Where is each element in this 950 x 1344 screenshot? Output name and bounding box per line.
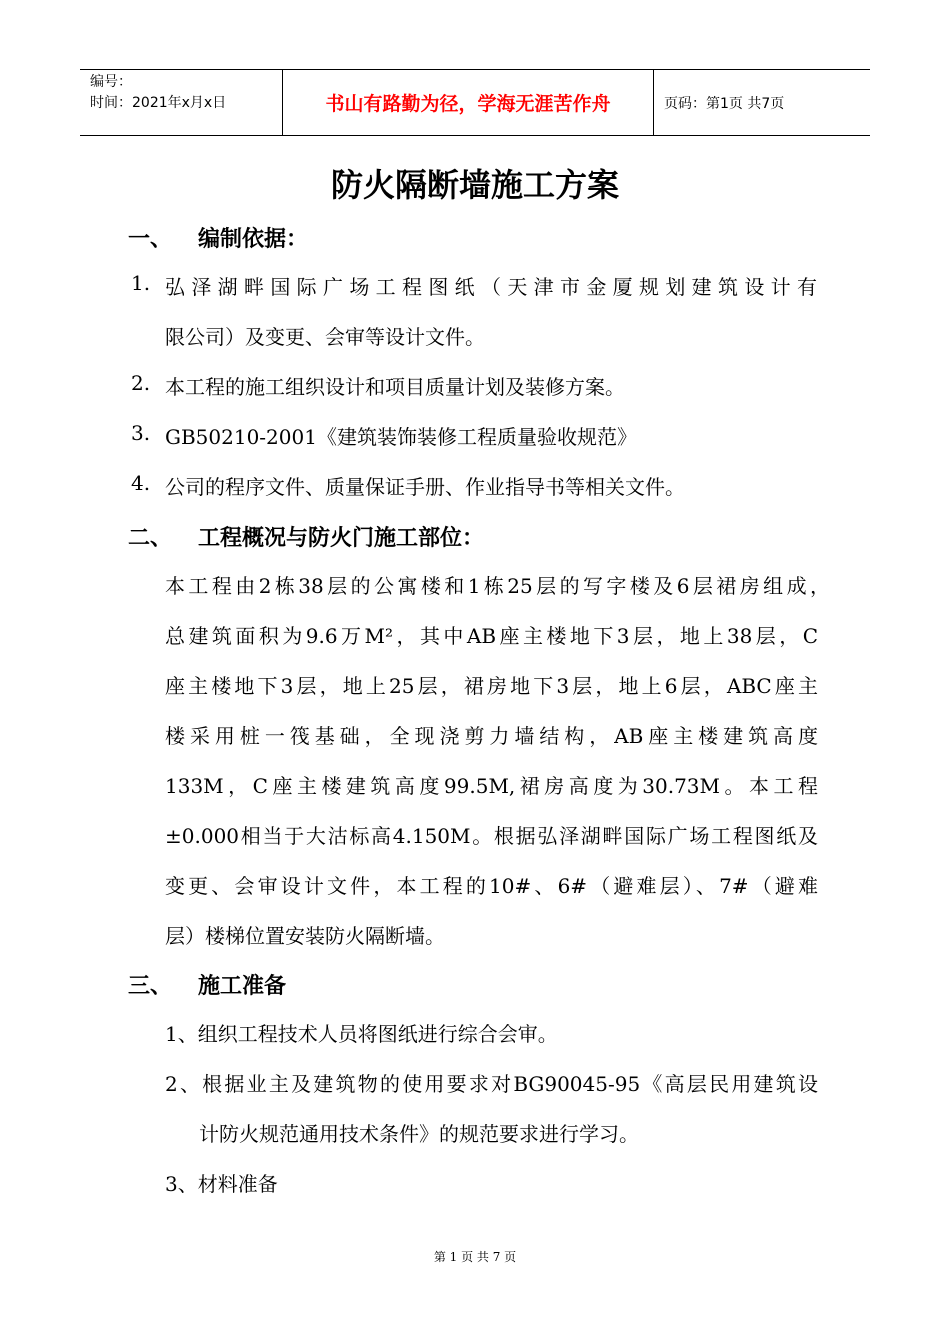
list-item-text: 3、材料准备 [165, 1172, 278, 1196]
section-heading-3 [128, 969, 286, 1000]
list-item-text: 2、根据业主及建筑物的使用要求对BG90045-95《高层民用建筑设 [165, 1072, 818, 1096]
paragraph-line: ±0.000相当于大沽标高4.150M。根据弘泽湖畔国际广场工程图纸及 [165, 824, 818, 848]
number-label: 编号： [90, 74, 132, 90]
section-number: 三、 [128, 973, 173, 999]
paragraph-line: 133M，C座主楼建筑高度99.5M,裙房高度为30.73M。本工程 [165, 774, 818, 798]
section-title: 工程概况与防火门施工部位： [198, 525, 485, 551]
list-item-text: 弘泽湖畔国际广场工程图纸（天津市金厦规划建筑设计有 [165, 275, 817, 299]
paragraph-line: 层）楼梯位置安装防火隔断墙。 [165, 924, 445, 948]
time-label: 时间：2021年x月x日 [90, 95, 227, 111]
list-item-text: 限公司）及变更、会审等设计文件。 [165, 325, 485, 349]
paragraph-line: 变更、会审设计文件，本工程的10#、6#（避难层）、7#（避难 [165, 874, 818, 898]
section-title: 施工准备 [198, 973, 287, 999]
list-item-text: 1、组织工程技术人员将图纸进行综合会审。 [165, 1022, 558, 1046]
document-header [80, 69, 870, 136]
list-number: 4. [131, 471, 151, 495]
list-number: 3. [131, 421, 151, 445]
document-title: 防火隔断墙施工方案 [330, 166, 619, 204]
list-item-text: 计防火规范通用技术条件》的规范要求进行学习。 [199, 1122, 639, 1146]
header-motto: 书山有路勤为径，学海无涯苦作舟 [282, 70, 654, 135]
header-page-info: 页码：第1页 共7页 [664, 95, 785, 112]
section-heading-2 [128, 521, 484, 552]
list-number: 2. [131, 371, 151, 395]
paragraph-line: 楼采用桩一筏基础，全现浇剪力墙结构，AB座主楼建筑高度 [165, 724, 818, 748]
header-meta [80, 70, 282, 135]
section-number: 一、 [128, 226, 173, 252]
paragraph-line: 总建筑面积为9.6万M²，其中AB座主楼地下3层，地上38层，C [165, 624, 818, 648]
paragraph-line: 座主楼地下3层，地上25层，裙房地下3层，地上6层，ABC座主 [165, 674, 818, 698]
list-item-text: GB50210-2001《建筑装饰装修工程质量验收规范》 [165, 425, 637, 449]
section-title: 编制依据： [198, 226, 309, 252]
section-number: 二、 [128, 525, 173, 551]
section-heading-1 [128, 222, 308, 253]
page-footer: 第 1 页 共 7 页 [433, 1250, 517, 1264]
list-item-text: 本工程的施工组织设计和项目质量计划及装修方案。 [165, 375, 625, 399]
list-item-text: 公司的程序文件、质量保证手册、作业指导书等相关文件。 [165, 475, 685, 499]
list-number: 1. [131, 271, 151, 295]
paragraph-line: 本工程由2栋38层的公寓楼和1栋25层的写字楼及6层裙房组成， [165, 574, 830, 598]
